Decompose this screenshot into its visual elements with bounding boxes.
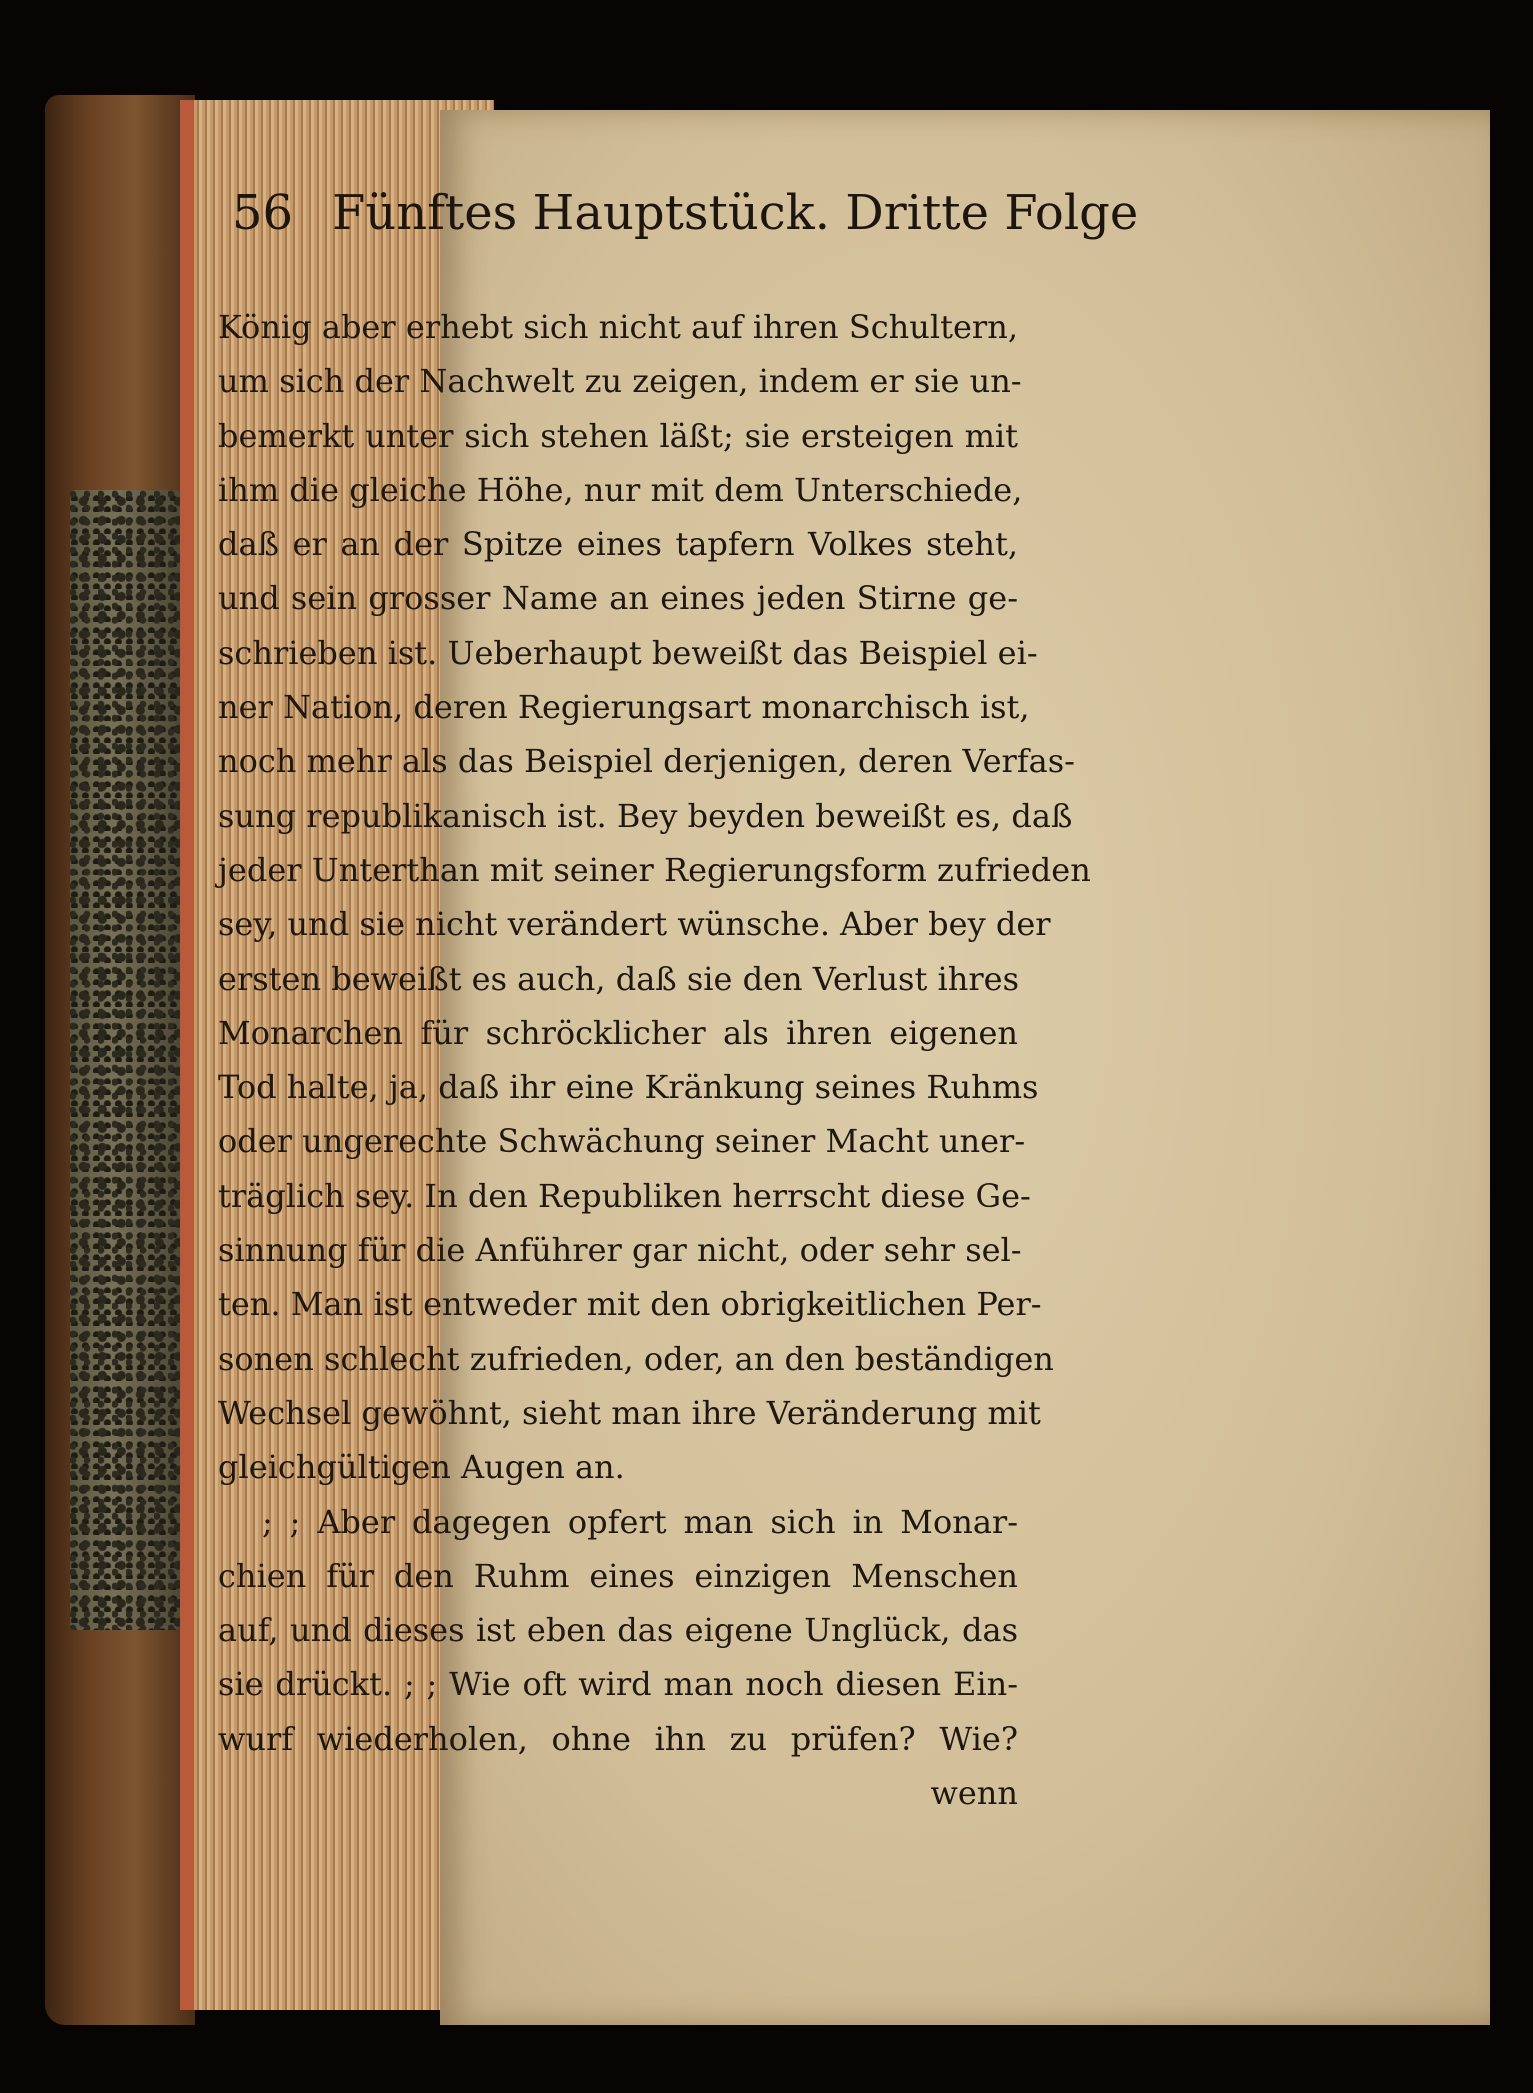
text-line: sonen schlecht zufrieden, oder, an den beständigen [218,1339,1054,1378]
page-header [232,185,1139,265]
text-line: oder ungerechte Schwächung seiner Macht uner- [218,1122,1026,1161]
text-line: schrieben ist. Ueberhaupt beweißt das Beispiel ei- [218,633,1038,672]
text-line: ersten beweißt es auch, daß sie den Verlust ihres [218,959,1019,998]
text-line: Wechsel gewöhnt, sieht man ihre Veränderung mit [218,1393,1041,1432]
text-line: auf, und dieses ist eben das eigene Unglück, das [218,1611,1018,1650]
text-line: Monarchen für schröcklicher als ihren eigenen [218,1013,1018,1052]
body-text [218,300,1091,1820]
text-line: sey, und sie nicht verändert wünsche. Aber bey der [218,905,1051,944]
page-number: 56 [232,185,294,241]
text-line: König aber erhebt sich nicht auf ihren Schultern, [218,308,1018,346]
running-head: Fünftes Hauptstück. Dritte Folge [332,185,1139,241]
text-line: noch mehr als das Beispiel derjenigen, deren Verfas- [218,742,1075,781]
text-line: ihm die gleiche Höhe, nur mit dem Unterschiede, [218,470,1023,509]
text-line: gleichgültigen Augen an. [218,1448,625,1487]
text-line: ; ; Aber dagegen opfert man sich in Monar- [262,1502,1018,1541]
catchword: wenn [930,1774,1018,1813]
text-line: ten. Man ist entweder mit den obrigkeitlichen Per- [218,1285,1042,1324]
text-line: daß er an der Spitze eines tapfern Volkes steht, [218,525,1018,564]
text-line: Tod halte, ja, daß ihr eine Kränkung seines Ruhms [218,1068,1039,1107]
text-line: sung republikanisch ist. Bey beyden beweißt es, daß [218,796,1073,835]
text-line: sie drückt. ; ; Wie oft wird man noch diesen Ein- [218,1665,1018,1704]
text-line: bemerkt unter sich stehen läßt; sie ersteigen mit [218,416,1018,455]
text-line: um sich der Nachwelt zu zeigen, indem er sie un- [218,362,1022,401]
text-line: chien für den Ruhm eines einzigen Menschen [218,1556,1018,1595]
text-line: wurf wiederholen, ohne ihn zu prüfen? Wie? [218,1719,1018,1758]
text-line: sinnung für die Anführer gar nicht, oder sehr sel- [218,1231,1022,1270]
text-line: und sein grosser Name an eines jeden Stirne ge- [218,579,1018,618]
text-line: jeder Unterthan mit seiner Regierungsform zufrieden [218,850,1091,889]
marbled-cover [70,490,180,1630]
text-line: ner Nation, deren Regierungsart monarchisch ist, [218,688,1030,727]
text-line: träglich sey. In den Republiken herrscht diese Ge- [218,1176,1031,1215]
